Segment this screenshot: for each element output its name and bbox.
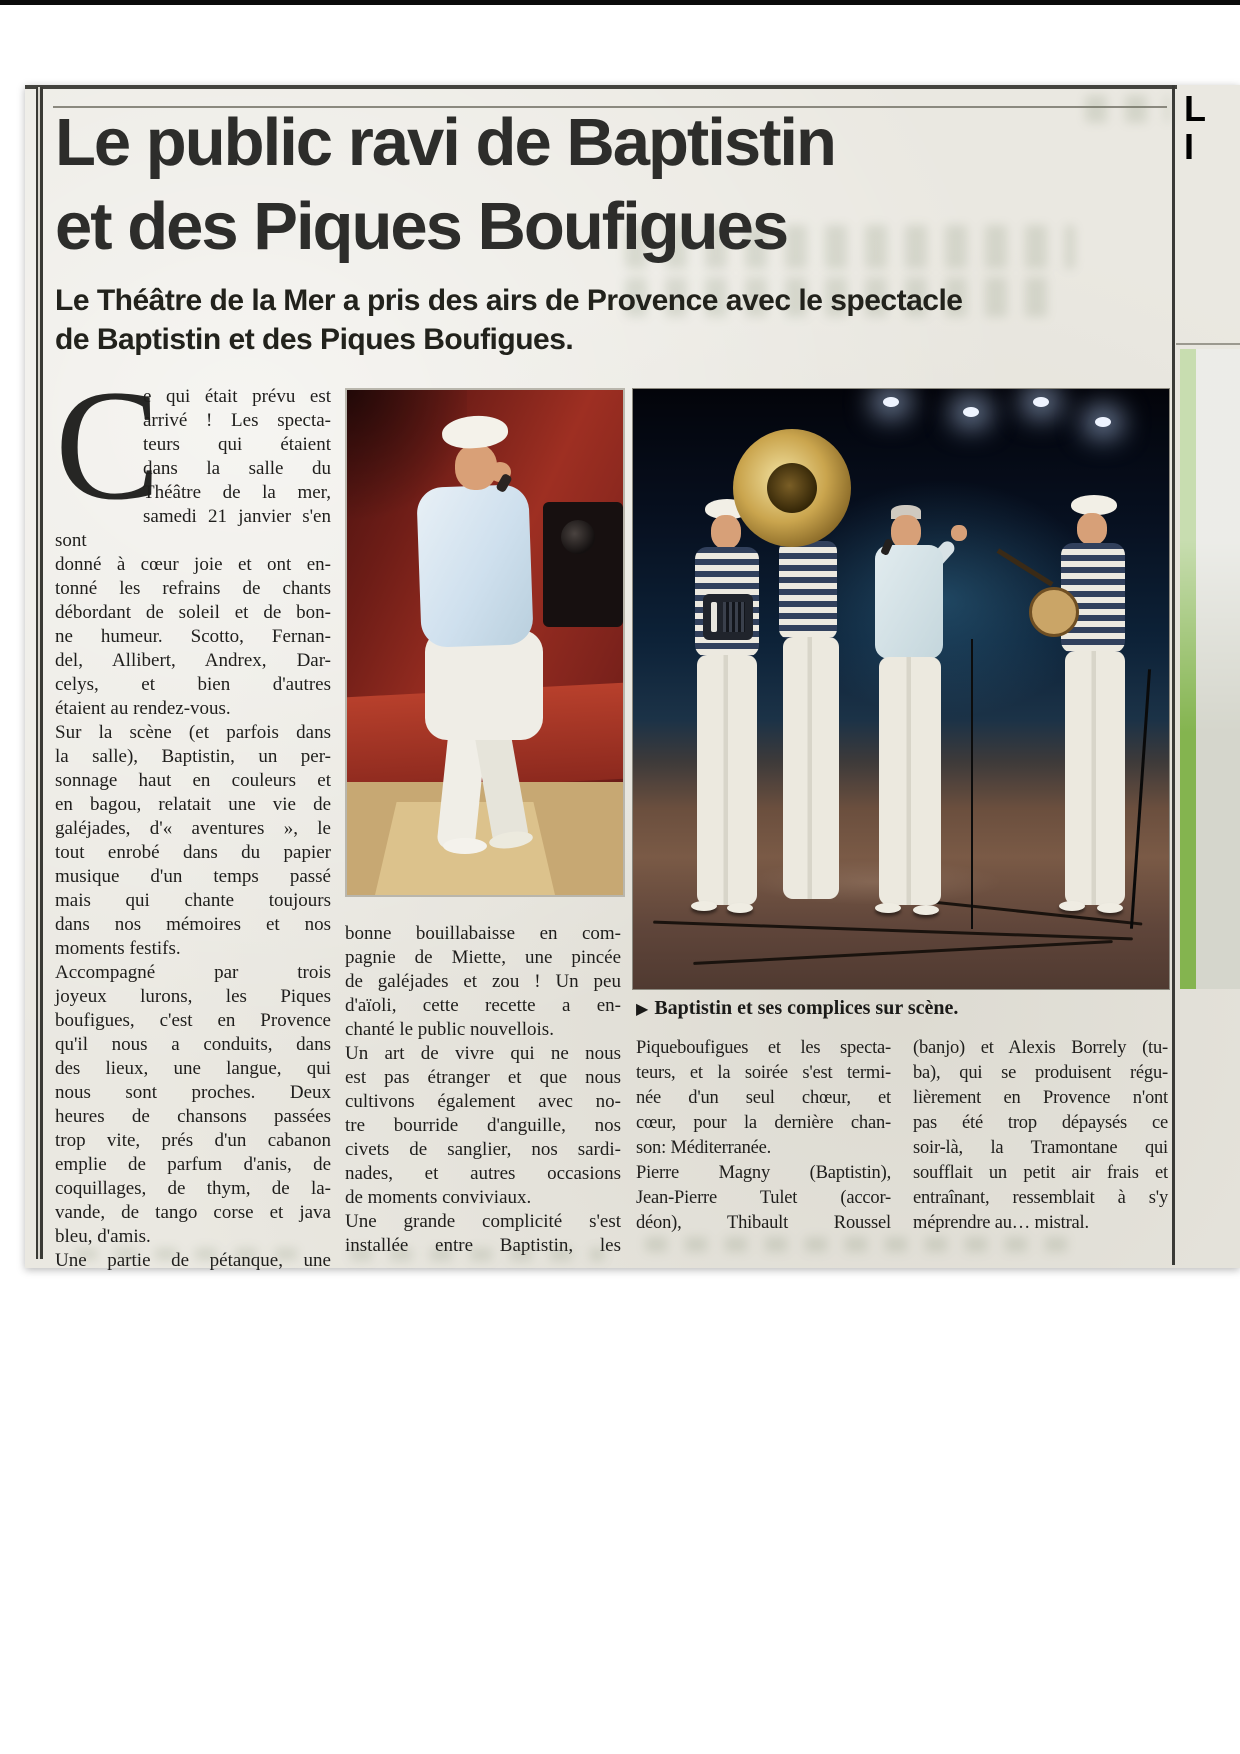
text-line: moments festifs. [55,938,181,959]
text-line: galéjades, d'« aventures », le [55,818,331,839]
headline-line-2: et des Piques Boufigues [55,189,788,264]
adjacent-page-rule [1176,343,1240,345]
text-line: son: Méditerranée. [636,1138,772,1158]
text-line: bonne bouillabaisse en com- [345,923,621,944]
text-line: celys, et bien d'autres [55,674,331,695]
subheadline [55,281,963,359]
text-line: cœur, pour la dernière chan- [636,1113,891,1133]
column-3-text [636,1036,891,1236]
text-line: la salle), Baptistin, un per- [55,746,331,767]
text-line: chanté le public nouvellois. [345,1019,554,1040]
newspaper-clipping [25,85,1240,1271]
text-line: civets de sanglier, nos sardi- [345,1139,621,1160]
spotlight [1033,397,1049,407]
adjacent-page-sliver [1176,85,1240,1268]
text-line: installée entre Baptistin, les [345,1235,621,1256]
performer4-shoe [1059,901,1085,911]
banjo [1029,587,1079,637]
text-line: dans nos mémoires et nos [55,914,331,935]
text-line: d'aïoli, cette recette a en- [345,995,621,1016]
text-line: dans la salle du [143,458,331,479]
cut-off-letter: L [1184,88,1206,129]
text-line: Un art de vivre qui ne nous [345,1043,621,1064]
text-line: soir-là, la Tramontane qui [913,1138,1168,1158]
text-line: nous sont proches. Deux [55,1082,331,1103]
performer3-head [891,515,921,549]
text-line: nades, et autres occasions [345,1163,621,1184]
text-line: Théâtre de la mer, [143,482,331,503]
headline [55,101,835,269]
accordion [703,594,753,640]
text-line: heures de chansons passées [55,1106,331,1127]
performer4-shoe [1097,903,1123,913]
caption-text: Baptistin et ses complices sur scène. [654,997,959,1019]
text-line: ba), qui se produisent régu- [913,1063,1168,1083]
text-line: tonné les refrains de chants [55,578,331,599]
text-line: ne humeur. Scotto, Fernan- [55,626,331,647]
text-line: (banjo) et Alexis Borrely (tu- [913,1038,1168,1058]
adjacent-page-photo-strip [1180,349,1240,989]
text-line: soufflait un petit air frais et [913,1163,1168,1183]
performer4-head [1077,513,1107,545]
text-line: arrivé ! Les specta- [143,410,331,431]
stage-speaker [543,502,623,627]
text-line: de moments conviviaux. [345,1187,532,1208]
text-line: tre bourride d'anguille, nos [345,1115,621,1136]
performer3-shoe [913,905,939,915]
subheadline-line-1: Le Théâtre de la Mer a pris des airs de Provence avec le spectacle [55,284,963,317]
scan-edge-top [0,0,1240,5]
performer1-shoe [727,903,753,913]
text-line: Jean-Pierre Tulet (accor- [636,1188,891,1208]
text-line: del, Allibert, Andrex, Dar- [55,650,331,671]
spotlight [963,407,979,417]
clipping-top-border [25,85,1177,89]
column-4-text [913,1036,1168,1236]
cut-off-letter: I [1184,126,1195,167]
text-line: née d'un seul chœur, et [636,1088,891,1108]
text-line: pagnie de Miette, une pincée [345,947,621,968]
text-line: Sur la scène (et parfois dans [55,722,331,743]
headline-line-1: Le public ravi de Baptistin [55,105,835,180]
performer3-trousers [879,657,941,905]
performer2-trousers [783,637,839,899]
bleedthrough-text-ghost [645,1237,1075,1252]
text-line: joyeux lurons, les Piques [55,986,331,1007]
text-line: méprendre au… mistral. [913,1213,1089,1233]
bleedthrough-text-ghost [1085,95,1170,123]
text-line: débordant de soleil et de bon- [55,602,331,623]
column-2-text [345,922,621,1258]
text-line: tout enrobé dans du papier [55,842,331,863]
performer4-cap [1071,495,1117,515]
stage-cable [653,921,1133,941]
text-line: teurs qui étaient [143,434,331,455]
text-line: coquillages, de thym, de la- [55,1178,331,1199]
text-line: trop vite, prés d'un cabanon [55,1130,331,1151]
text-line: bleu, d'amis. [55,1226,151,1247]
text-line: samedi 21 janvier s'en sont [55,506,331,551]
drop-cap: C [55,358,161,533]
spotlight [1095,417,1111,427]
photo-baptistin-solo [345,388,625,897]
text-line: lièrement en Provence n'ont [913,1088,1168,1108]
mic-stand [971,639,973,929]
performer1-trousers [697,655,757,905]
text-line: teurs, et la soirée s'est termi- [636,1063,891,1083]
text-line: musique d'un temps passé [55,866,331,887]
sousaphone-bell [733,429,851,547]
text-line: est pas étranger et que nous [345,1067,621,1088]
text-line: étaient au rendez-vous. [55,698,231,719]
text-line: e qui était prévu est [143,386,331,407]
text-line: Une grande complicité s'est [345,1211,621,1232]
text-line: Accompagné par trois [55,962,331,983]
performer3-hand [951,525,967,541]
figure-shirt [416,484,534,648]
text-line: sonnage haut en couleurs et [55,770,331,791]
article-column-3 [636,1036,891,1236]
text-line: de galéjades et zou ! Un peu [345,971,621,992]
photo-caption [636,997,1166,1020]
article-column-2 [345,922,621,1258]
text-line: cultivons également avec no- [345,1091,621,1112]
left-column-rule [36,87,43,1259]
text-line: donné à cœur joie et ont en- [55,554,331,575]
text-line: Une partie de pétanque, une [55,1250,331,1271]
article-column-4 [913,1036,1168,1236]
text-line: mais qui chante toujours [55,890,331,911]
stage-cable [693,940,1113,965]
text-line: Pierre Magny (Baptistin), [636,1163,891,1183]
photo-stage-group [632,388,1170,990]
text-line: vande, de tango corse et java [55,1202,331,1223]
text-line: déon), Thibault Roussel [636,1213,891,1233]
text-line: Piqueboufigues et les specta- [636,1038,891,1058]
music-stand [1130,669,1151,929]
performer1-head [711,515,741,549]
performer1-shoe [691,901,717,911]
article-column-1 [55,358,331,1273]
caption-marker-icon: ▶ [636,999,649,1018]
spotlight [883,397,899,407]
performer3-shoe [875,903,901,913]
performer2-striped-shirt [779,541,837,639]
floor-reflection [743,859,1003,905]
performer4-trousers [1065,651,1125,905]
subheadline-line-2: de Baptistin et des Piques Boufigues. [55,323,574,356]
text-line: pas été trop dépaysés ce [913,1113,1168,1133]
text-line: emplie de parfum d'anis, de [55,1154,331,1175]
text-line: en bagou, relatait une vie de [55,794,331,815]
figure-shoe [443,838,487,854]
text-line: qu'il nous a conduits, dans [55,1034,331,1055]
text-line: des lieux, une langue, qui [55,1058,331,1079]
text-line: entraînant, ressemblait à s'y [913,1188,1168,1208]
right-page-rule [1172,85,1175,1265]
performer3-shirt [875,545,943,659]
text-line: boufigues, c'est en Provence [55,1010,331,1031]
